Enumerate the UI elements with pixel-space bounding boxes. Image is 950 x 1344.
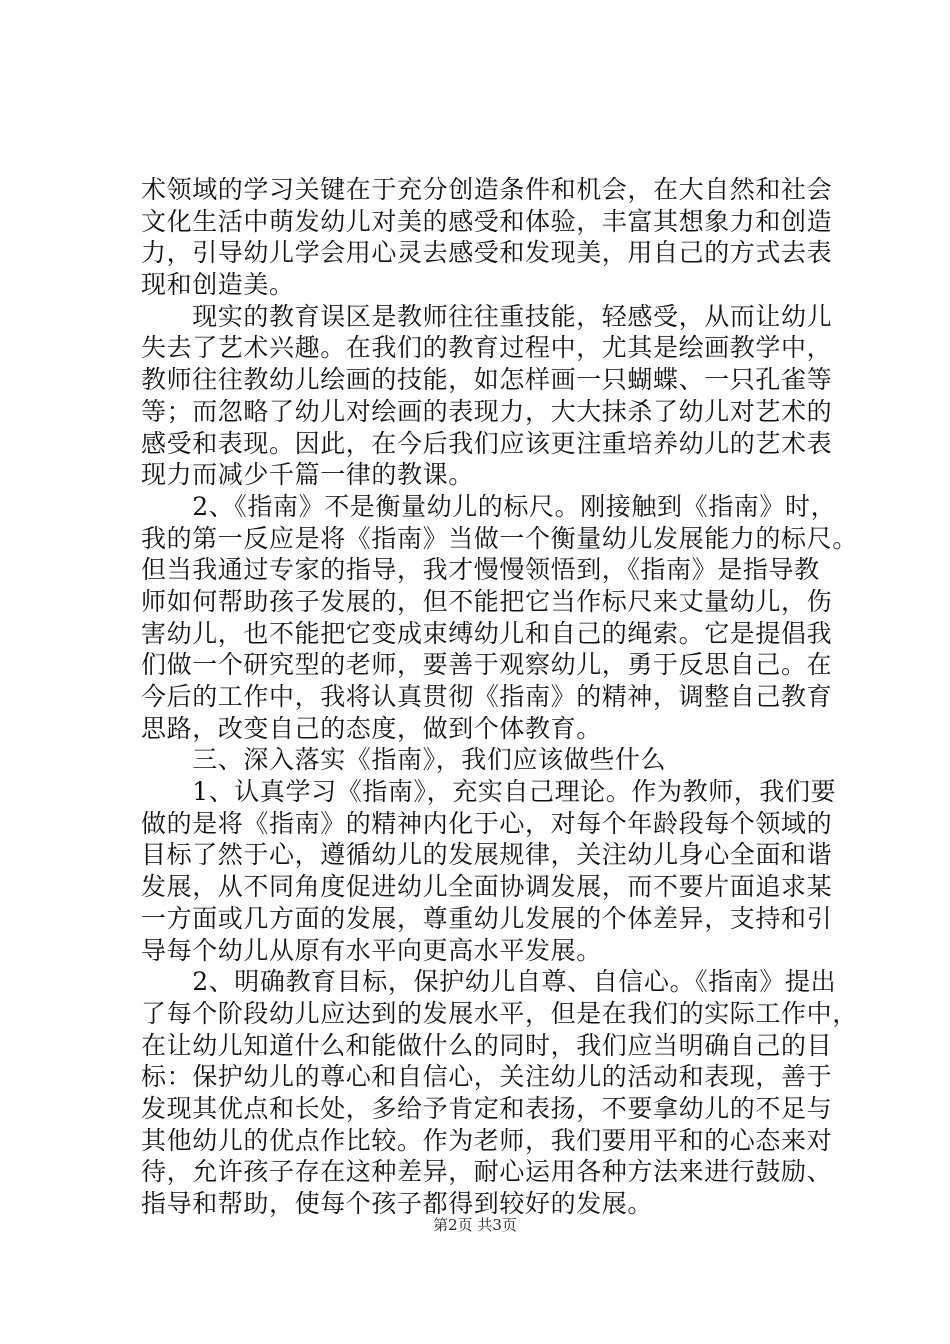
text-line: 做的是将《指南》的精神内化于心，对每个年龄段每个领域的 <box>141 808 833 838</box>
text-line: 发现其优点和长处，多给予肯定和表扬，不要拿幼儿的不足与 <box>141 1093 833 1123</box>
text-line: 今后的工作中，我将认真贯彻《指南》的精神，调整自己教育 <box>141 682 833 711</box>
document-body <box>141 174 858 1220</box>
text-line: 了每个阶段幼儿应达到的发展水平，但是在我们的实际工作中， <box>141 998 858 1028</box>
text-line: 目标了然于心，遵循幼儿的发展规律，关注幼儿身心全面和谐 <box>141 840 833 870</box>
text-line: 术领域的学习关键在于充分创造条件和机会，在大自然和社会 <box>141 175 833 204</box>
section-heading: 三、深入落实《指南》，我们应该做些什么 <box>141 745 667 775</box>
text-line: 发展，从不同角度促进幼儿全面协调发展，而不要片面追求某 <box>141 872 833 902</box>
text-line: 现力而减少千篇一律的教课。 <box>141 460 474 490</box>
text-line: 2、《指南》不是衡量幼儿的标尺。刚接触到《指南》时， <box>141 491 837 521</box>
text-line: 一方面或几方面的发展，尊重幼儿发展的个体差异，支持和引 <box>141 903 833 933</box>
text-line: 2、明确教育目标，保护幼儿自尊、自信心。《指南》提出 <box>141 967 837 997</box>
text-line: 文化生活中萌发幼儿对美的感受和体验，丰富其想象力和创造 <box>141 206 833 236</box>
text-line: 现实的教育误区是教师往往重技能，轻感受，从而让幼儿 <box>141 301 833 331</box>
text-line: 我的第一反应是将《指南》当做一个衡量幼儿发展能力的标尺。 <box>141 523 858 553</box>
text-line: 导每个幼儿从原有水平向更高水平发展。 <box>141 935 602 965</box>
text-line: 等；而忽略了幼儿对绘画的表现力，大大抹杀了幼儿对艺术的 <box>141 396 833 426</box>
text-line: 们做一个研究型的老师，要善于观察幼儿，勇于反思自己。在 <box>141 650 833 680</box>
text-line: 力，引导幼儿学会用心灵去感受和发现美，用自己的方式去表 <box>141 238 833 268</box>
text-line: 指导和帮助，使每个孩子都得到较好的发展。 <box>141 1189 654 1218</box>
text-line: 在让幼儿知道什么和能做什么的同时，我们应当明确自己的目 <box>141 1030 833 1060</box>
text-line: 教师往往教幼儿绘画的技能，如怎样画一只蝴蝶、一只孔雀等 <box>141 365 833 395</box>
text-line: 1、认真学习《指南》，充实自己理论。作为教师，我们要 <box>141 777 837 807</box>
text-line: 思路，改变自己的态度，做到个体教育。 <box>141 713 602 743</box>
text-line: 失去了艺术兴趣。在我们的教育过程中，尤其是绘画教学中， <box>141 333 833 363</box>
text-line: 现和创造美。 <box>141 270 295 300</box>
text-line: 待，允许孩子存在这种差异，耐心运用各种方法来进行鼓励、 <box>141 1157 833 1187</box>
text-line: 其他幼儿的优点作比较。作为老师，我们要用平和的心态来对 <box>141 1125 833 1155</box>
text-line: 害幼儿，也不能把它变成束缚幼儿和自己的绳索。它是提倡我 <box>141 618 833 648</box>
page-number-footer: 第2页 共3页 <box>433 1216 517 1234</box>
text-line: 但当我通过专家的指导，我才慢慢领悟到，《指南》是指导教 <box>141 555 820 585</box>
text-line: 师如何帮助孩子发展的，但不能把它当作标尺来丈量幼儿，伤 <box>141 586 833 616</box>
text-line: 感受和表现。因此，在今后我们应该更注重培养幼儿的艺术表 <box>141 428 833 458</box>
text-line: 标：保护幼儿的尊心和自信心，关注幼儿的活动和表现，善于 <box>141 1062 833 1092</box>
